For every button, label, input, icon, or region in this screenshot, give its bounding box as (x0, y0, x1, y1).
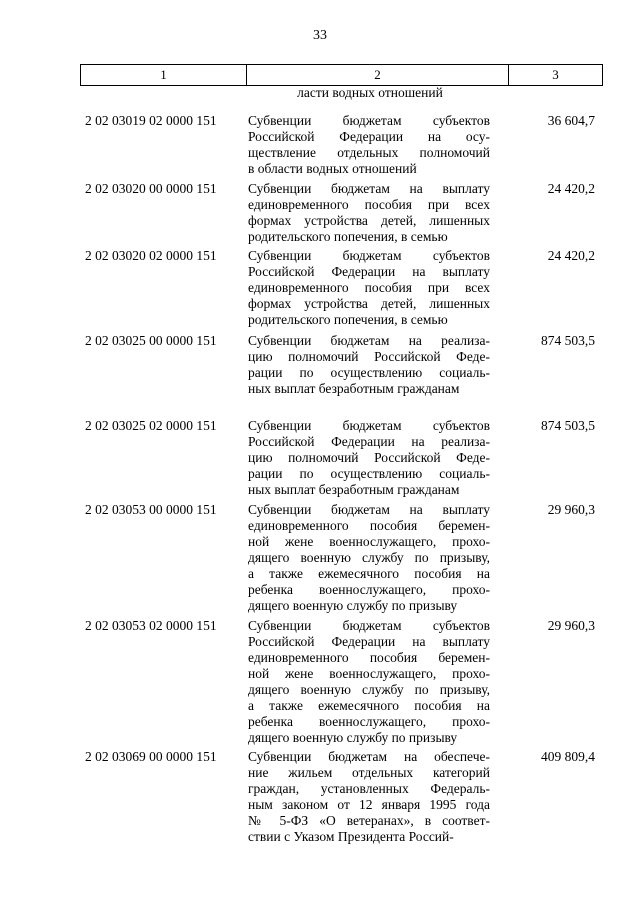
description-line: Российской Федерации на осу- (248, 129, 490, 144)
description-line: а также ежемесячного пособия на (248, 566, 490, 581)
budget-code: 2 02 03025 02 0000 151 (85, 418, 217, 433)
description-line: а также ежемесячного пособия на (248, 698, 490, 713)
amount-value: 24 420,2 (547, 181, 595, 196)
description-line: ной жене военнослужащего, прохо- (248, 534, 490, 549)
revenue-description (248, 333, 490, 397)
column-header-3: 3 (552, 67, 559, 82)
column-header-1: 1 (81, 65, 247, 85)
description-line: ствии с Указом Президента Россий- (248, 829, 454, 844)
description-line: Субвенции бюджетам субъектов (248, 618, 490, 633)
revenue-description (248, 113, 490, 177)
revenue-description (248, 618, 490, 746)
description-line: дящего военную службу по призыву, (248, 682, 490, 697)
description-line: № 5-ФЗ «О ветеранах», в соответ- (248, 813, 490, 828)
description-line: цию полномочий Российской Феде- (248, 349, 490, 364)
continuation-text: ласти водных отношений (297, 85, 443, 100)
description-line: единовременного пособия беремен- (248, 650, 490, 665)
description-line: Субвенции бюджетам субъектов (248, 418, 490, 433)
description-line: единовременного пособия при всех (248, 280, 490, 295)
budget-code: 2 02 03020 02 0000 151 (85, 248, 217, 263)
description-line: Субвенции бюджетам на реализа- (248, 333, 490, 348)
description-line: формах устройства детей, лишенных (248, 296, 490, 311)
description-line: ной жене военнослужащего, прохо- (248, 666, 490, 681)
amount-value: 409 809,4 (541, 749, 595, 764)
description-line: дящего военную службу по призыву, (248, 550, 490, 565)
description-line: Российской Федерации на выплату (248, 634, 490, 649)
description-line: Субвенции бюджетам на выплату (248, 502, 490, 517)
description-line: рации по осуществлению социаль- (248, 365, 490, 380)
amount-value: 874 503,5 (541, 418, 595, 433)
description-line: Субвенции бюджетам субъектов (248, 113, 490, 128)
amount-value: 874 503,5 (541, 333, 595, 348)
description-line: рации по осуществлению социаль- (248, 466, 490, 481)
revenue-description (248, 502, 490, 614)
description-line: ществление отдельных полномочий (248, 145, 490, 160)
budget-code: 2 02 03053 00 0000 151 (85, 502, 217, 517)
description-line: Субвенции бюджетам на обеспече- (248, 749, 490, 764)
description-line: Российской Федерации на выплату (248, 264, 490, 279)
description-line: единовременного пособия при всех (248, 197, 490, 212)
description-line: дящего военную службу по призыву (248, 598, 458, 613)
description-line: единовременного пособия беремен- (248, 518, 490, 533)
column-header-2: 2 (247, 65, 509, 85)
description-line: ние жильем отдельных категорий (248, 765, 490, 780)
description-line: Субвенции бюджетам субъектов (248, 248, 490, 263)
description-line: ребенка военнослужащего, прохо- (248, 714, 490, 729)
description-line: Субвенции бюджетам на выплату (248, 181, 490, 196)
revenue-description (248, 418, 490, 498)
amount-value: 24 420,2 (547, 248, 595, 263)
amount-value: 36 604,7 (547, 113, 595, 128)
revenue-description (248, 248, 490, 328)
amount-value: 29 960,3 (547, 618, 595, 633)
budget-code: 2 02 03069 00 0000 151 (85, 749, 217, 764)
description-line: дящего военную службу по призыву (248, 730, 458, 745)
revenue-description (248, 749, 490, 845)
description-line: ных выплат безработным гражданам (248, 482, 460, 497)
budget-code: 2 02 03053 02 0000 151 (85, 618, 217, 633)
budget-code: 2 02 03019 02 0000 151 (85, 113, 217, 128)
table-header (80, 64, 603, 86)
description-line: в области водных отношений (248, 161, 417, 176)
description-line: ным законом от 12 января 1995 года (248, 797, 490, 812)
description-line: ных выплат безработным гражданам (248, 381, 460, 396)
description-line: ребенка военнослужащего, прохо- (248, 582, 490, 597)
description-line: родительского попечения, в семью (248, 229, 448, 244)
amount-value: 29 960,3 (547, 502, 595, 517)
page-number: 33 (313, 28, 327, 43)
description-line: граждан, установленных Федераль- (248, 781, 490, 796)
budget-code: 2 02 03025 00 0000 151 (85, 333, 217, 348)
budget-code: 2 02 03020 00 0000 151 (85, 181, 217, 196)
description-line: родительского попечения, в семью (248, 312, 448, 327)
description-line: цию полномочий Российской Феде- (248, 450, 490, 465)
description-line: формах устройства детей, лишенных (248, 213, 490, 228)
description-line: Российской Федерации на реализа- (248, 434, 490, 449)
revenue-description (248, 181, 490, 245)
